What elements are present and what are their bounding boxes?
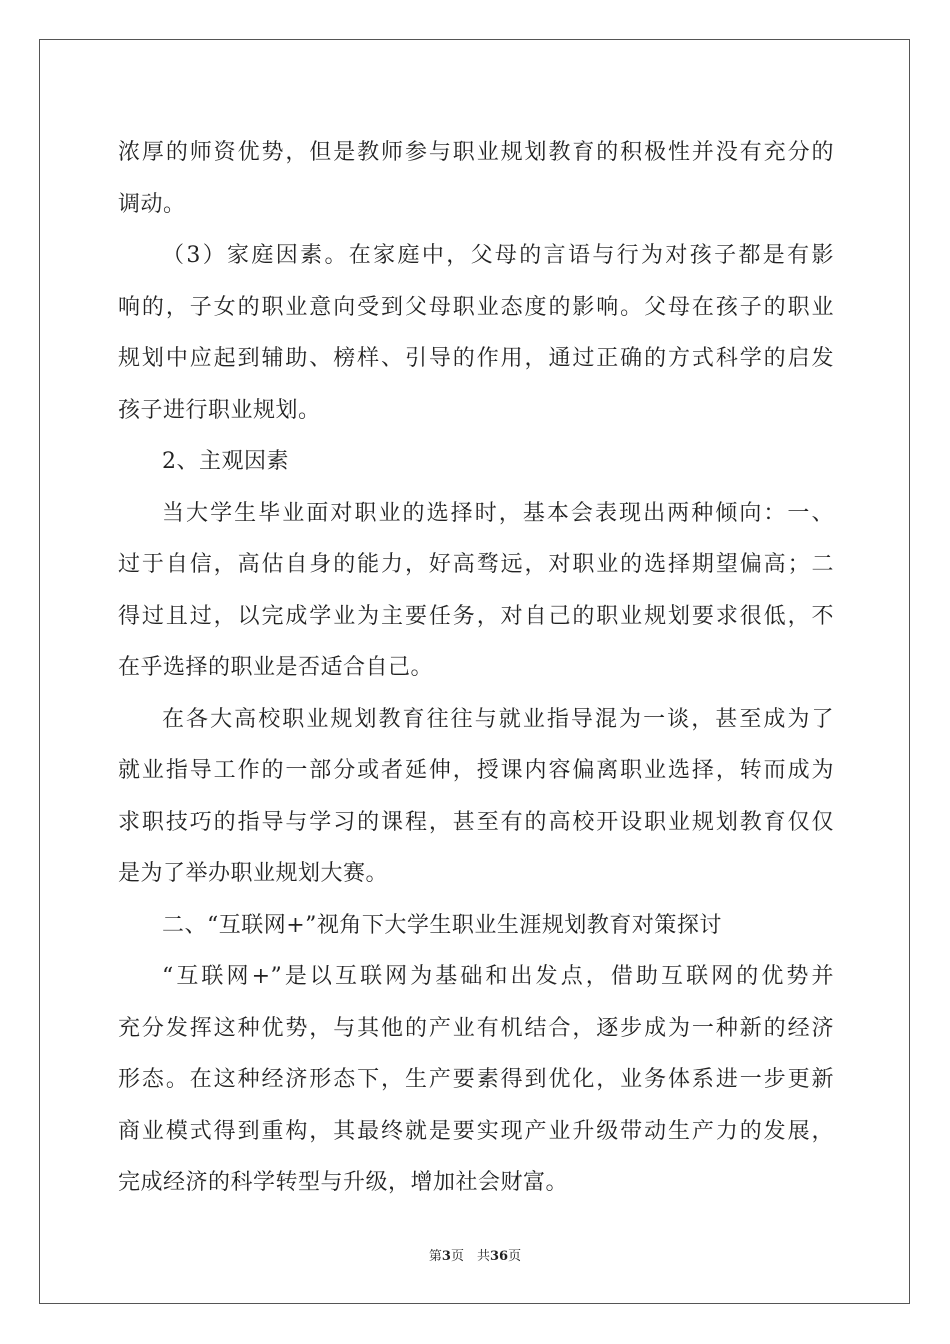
text-line: 求职技巧的指导与学习的课程，甚至有的高校开设职业规划教育仅仅 — [118, 809, 834, 835]
footer-total-pages: 36 — [489, 1249, 509, 1264]
footer-prefix: 第 — [428, 1249, 442, 1264]
paragraph — [118, 694, 834, 900]
text-line: 孩子进行职业规划。 — [118, 397, 321, 423]
text-line: 2、主观因素 — [162, 449, 289, 474]
text-line: 过于自信，高估自身的能力，好高骛远，对职业的选择期望偏高；二 — [118, 552, 834, 577]
text-line: 二、“互联网+”视角下大学生职业生涯规划教育对策探讨 — [162, 912, 722, 938]
text-line: 在乎选择的职业是否适合自己。 — [118, 655, 434, 680]
text-line: 就业指导工作的一部分或者延伸，授课内容偏离职业选择，转而成为 — [118, 758, 834, 783]
text-line: 是为了举办职业规划大赛。 — [118, 861, 389, 886]
document-body — [118, 127, 834, 1209]
footer-page-number: 3 — [441, 1249, 451, 1264]
paragraph — [118, 436, 834, 488]
text-line: 浓厚的师资优势，但是教师参与职业规划教育的积极性并没有充分的 — [118, 140, 834, 165]
text-line: 完成经济的科学转型与升级，增加社会财富。 — [118, 1170, 569, 1195]
paragraph — [118, 127, 834, 230]
text-line: 形态。在这种经济形态下，生产要素得到优化，业务体系进一步更新 — [118, 1067, 834, 1092]
footer-middle: 页 共 — [450, 1249, 490, 1264]
text-line: 在各大高校职业规划教育往往与就业指导混为一谈，甚至成为了 — [162, 706, 834, 732]
paragraph — [118, 900, 834, 952]
paragraph — [118, 230, 834, 436]
footer-suffix: 页 — [508, 1249, 522, 1264]
text-line: 得过且过，以完成学业为主要任务，对自己的职业规划要求很低，不 — [118, 603, 834, 629]
text-line: 当大学生毕业面对职业的选择时，基本会表现出两种倾向：一、 — [162, 500, 834, 526]
page-footer — [0, 1245, 950, 1264]
text-line: 调动。 — [118, 191, 186, 217]
text-line: （3）家庭因素。在家庭中，父母的言语与行为对孩子都是有影 — [162, 243, 834, 268]
text-line: 规划中应起到辅助、榜样、引导的作用，通过正确的方式科学的启发 — [118, 346, 834, 371]
text-line: “互联网+”是以互联网为基础和出发点，借助互联网的优势并 — [162, 964, 834, 989]
text-line: 响的，子女的职业意向受到父母职业态度的影响。父母在孩子的职业 — [118, 294, 834, 320]
paragraph — [118, 951, 834, 1209]
text-line: 商业模式得到重构，其最终就是要实现产业升级带动生产力的发展， — [118, 1118, 834, 1144]
text-line: 充分发挥这种优势，与其他的产业有机结合，逐步成为一种新的经济 — [118, 1015, 834, 1041]
paragraph — [118, 488, 834, 694]
